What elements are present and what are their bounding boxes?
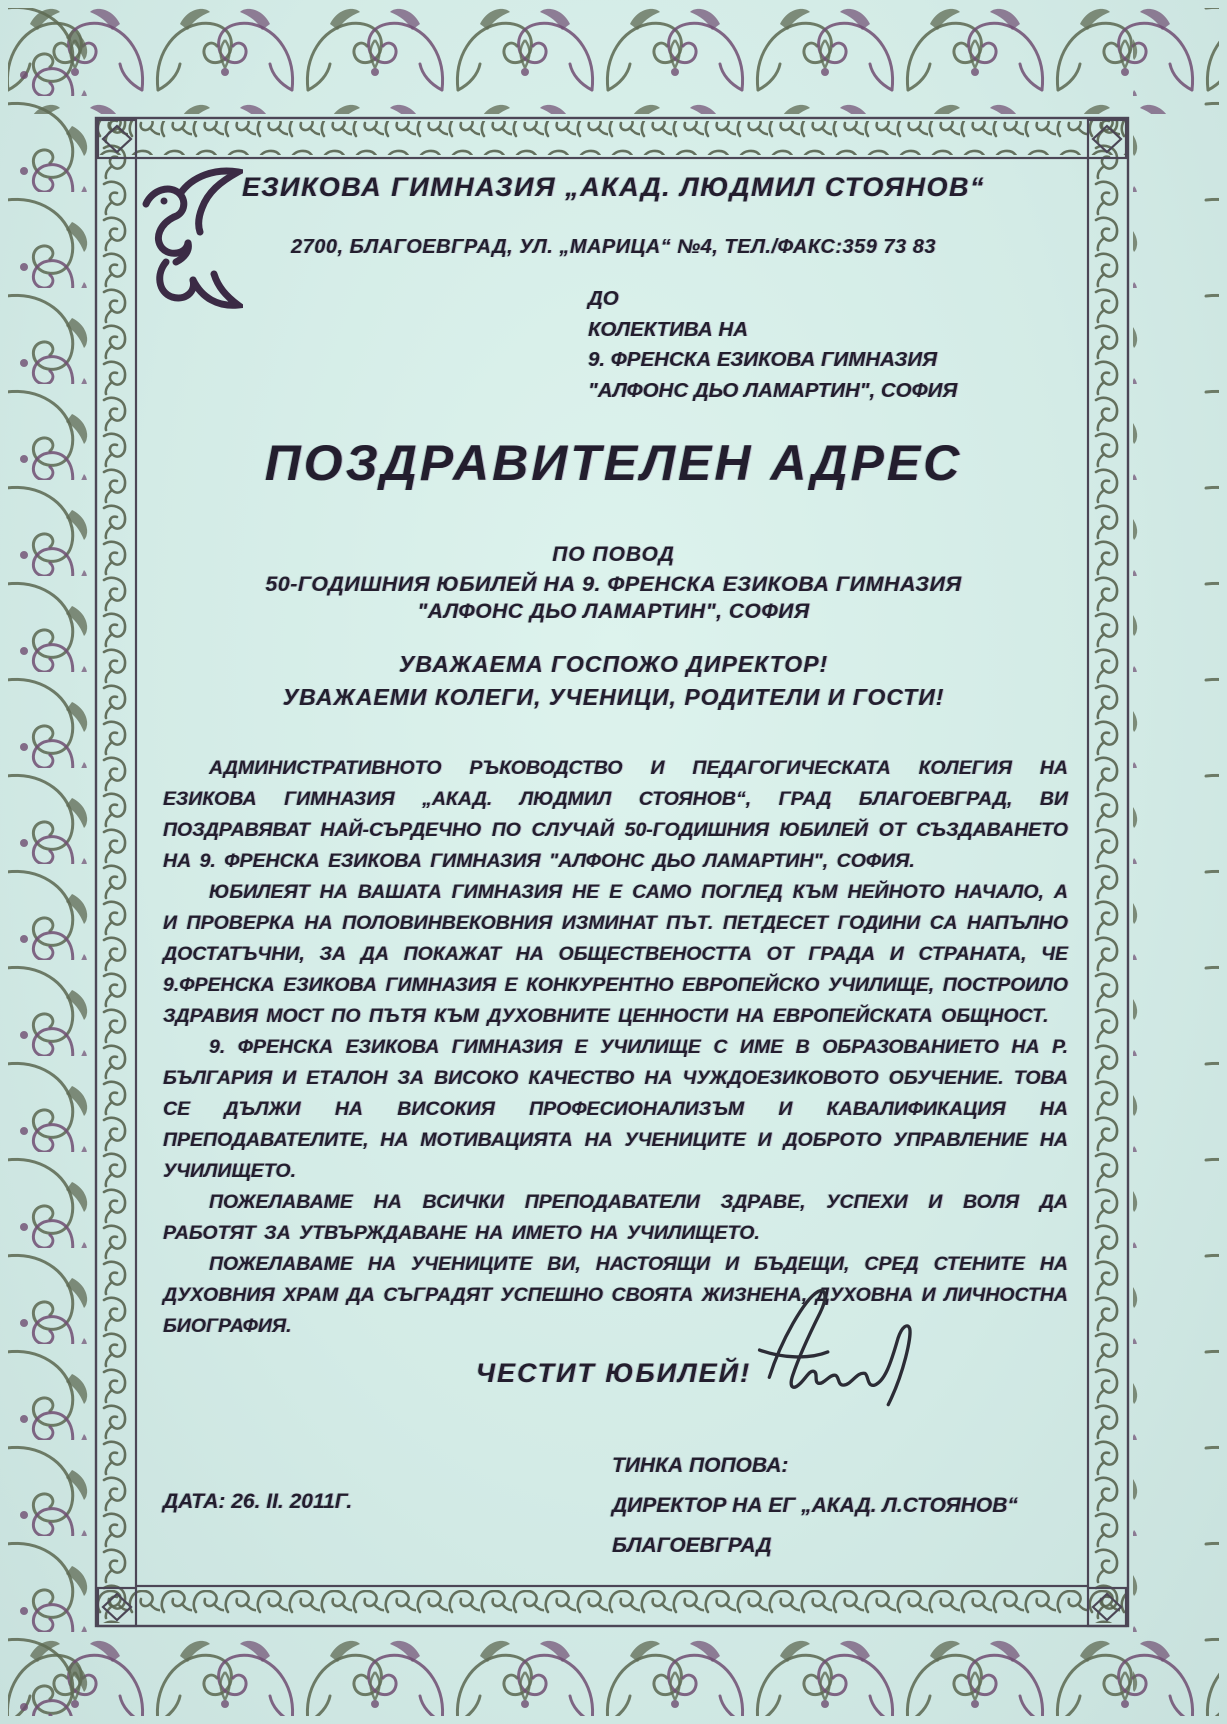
handwritten-signature [742, 1278, 937, 1428]
body-paragraph: ПОЖЕЛАВАМЕ НА УЧЕНИЦИТЕ ВИ, НАСТОЯЩИ И БЪДЕЩИ, СРЕД СТЕНИТЕ НА ДУХОВНИЯ ХРАМ ДА СЪГРАДЯТ УСПЕШНО СВОЯТА ЖИЗНЕНА, ДУХОВНА И ЛИЧНОСТНА БИОГРАФИЯ. [163, 1253, 1068, 1337]
body-paragraph: АДМИНИСТРАТИВНОТО РЪКОВОДСТВО И ПЕДАГОГИЧЕСКАТА КОЛЕГИЯ НА ЕЗИКОВА ГИМНАЗИЯ „АКАД. ЛЮДМИЛ СТОЯНОВ“, ГРАД БЛАГОЕВГРАД, ВИ ПОЗДРАВЯВАТ НАЙ-СЪРДЕЧНО ПО СЛУЧАЙ 50-ГОДИШНИЯ ЮБИЛЕЙ ОТ СЪЗДАВАНЕТО НА 9. ФРЕНСКА ЕЗИКОВА ГИМНАЗИЯ "АЛФОНС ДЬО ЛАМАРТИН", СОФИЯ. [163, 757, 1068, 872]
recipient-line: "АЛФОНС ДЬО ЛАМАРТИН", СОФИЯ [588, 378, 958, 402]
recipient-line: ДО [588, 287, 619, 310]
occasion-line-1: ПО ПОВОД [552, 543, 675, 566]
salutation-line-2: УВАЖАЕМИ КОЛЕГИ, УЧЕНИЦИ, РОДИТЕЛИ И ГОСТИ! [282, 684, 945, 710]
school-address: 2700, БЛАГОЕВГРАД, УЛ. „МАРИЦА“ №4, ТЕЛ./ФАКС:359 73 83 [291, 236, 936, 258]
recipient-line: КОЛЕКТИВА НА [588, 317, 749, 341]
occasion-line-2: 50-ГОДИШНИЯ ЮБИЛЕЙ НА 9. ФРЕНСКА ЕЗИКОВА ГИМНАЗИЯ [265, 572, 962, 596]
body-paragraph: ПОЖЕЛАВАМЕ НА ВСИЧКИ ПРЕПОДАВАТЕЛИ ЗДРАВЕ, УСПЕХИ И ВОЛЯ ДА РАБОТЯТ ЗА УТВЪРЖДАВАНЕ НА ИМЕТО НА УЧИЛИЩЕТО. [163, 1191, 1068, 1244]
salutation-line-1: УВАЖАЕМА ГОСПОЖО ДИРЕКТОР! [398, 651, 829, 677]
recipient-block [588, 284, 957, 406]
letter-body [163, 753, 1068, 1342]
document-title: ПОЗДРАВИТЕЛЕН АДРЕС [264, 435, 963, 491]
signer-title: ДИРЕКТОР НА ЕГ „АКАД. Л.СТОЯНОВ“ [612, 1494, 1018, 1517]
signer-name: ТИНКА ПОПОВА: [612, 1454, 789, 1477]
school-name: ЕЗИКОВА ГИМНАЗИЯ „АКАД. ЛЮДМИЛ СТОЯНОВ“ [242, 172, 985, 202]
recipient-line: 9. ФРЕНСКА ЕЗИКОВА ГИМНАЗИЯ [588, 348, 938, 371]
signer-city: БЛАГОЕВГРАД [612, 1534, 772, 1557]
closing-greeting: ЧЕСТИТ ЮБИЛЕЙ! [475, 1358, 752, 1388]
body-paragraph: ЮБИЛЕЯТ НА ВАШАТА ГИМНАЗИЯ НЕ Е САМО ПОГЛЕД КЪМ НЕЙНОТО НАЧАЛО, А И ПРОВЕРКА НА ПОЛОВИНВЕКОВНИЯ ИЗМИНАТ ПЪТ. ПЕТДЕСЕТ ГОДИНИ СА НАПЪЛНО ДОСТАТЪЧНИ, ЗА ДА ПОКАЖАТ НА ОБЩЕСТВЕНОСТТА ОТ ГРАДА И СТРАНАТА, ЧЕ 9.ФРЕНСКА ЕЗИКОВА ГИМНАЗИЯ Е КОНКУРЕНТНО ЕВРОПЕЙСКО УЧИЛИЩЕ, ПОСТРОИЛО ЗДРАВИЯ МОСТ ПО ПЪТЯ КЪМ ДУХОВНИТЕ ЦЕННОСТИ НА ЕВРОПЕЙСКАТА ОБЩНОСТ. [163, 881, 1068, 1027]
date-line: ДАТА: 26. II. 2011Г. [163, 1490, 353, 1513]
body-paragraph: 9. ФРЕНСКА ЕЗИКОВА ГИМНАЗИЯ Е УЧИЛИЩЕ С ИМЕ В ОБРАЗОВАНИЕТО НА Р. БЪЛГАРИЯ И ЕТАЛОН ЗА ВИСОКО КАЧЕСТВО НА ЧУЖДОЕЗИКОВОТО ОБУЧЕНИЕ. ТОВА СЕ ДЪЛЖИ НА ВИСОКИЯ ПРОФЕСИОНАЛИЗЪМ И КАВАЛИФИКАЦИЯ НА ПРЕПОДАВАТЕЛИТЕ, НА МОТИВАЦИЯТА НА УЧЕНИЦИТЕ И ДОБРОТО УПРАВЛЕНИЕ НА УЧИЛИЩЕТО. [163, 1036, 1068, 1182]
occasion-line-3: "АЛФОНС ДЬО ЛАМАРТИН", СОФИЯ [417, 600, 810, 623]
signer-block [612, 1446, 1018, 1566]
